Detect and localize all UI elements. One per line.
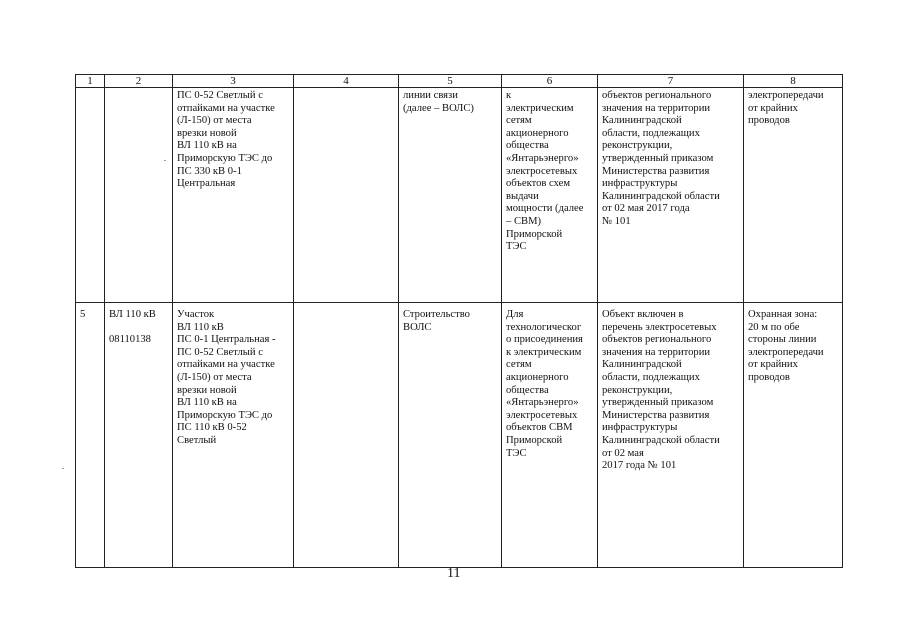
cell-text-line: утвержденный приказом — [602, 397, 714, 409]
cell-text-line: Приморской — [506, 434, 563, 446]
cell-text-line: ВЛ 110 кВ на — [177, 397, 237, 409]
cell-text-line: Министерства развития — [602, 165, 710, 177]
cell-text-line: Охранная зона: — [748, 309, 818, 320]
cell-text-line: 2017 года № 101 — [602, 460, 677, 472]
cell-text-line: о присоединения — [506, 334, 583, 346]
cell-text-line: 5 — [80, 309, 86, 320]
header-cell-8: 8 — [744, 75, 843, 88]
cell-text-line: Строительство — [403, 309, 470, 320]
cell-text-line: Приморской — [506, 228, 563, 240]
cell-text-line: Приморскую ТЭС до — [177, 409, 273, 421]
row1-cell-number — [76, 88, 105, 303]
row2-cell-basis — [598, 303, 744, 568]
row2-cell-purpose — [502, 303, 598, 568]
cell-text-line: ПС 0-52 Светлый с — [177, 346, 263, 358]
row2-cell-number — [76, 303, 105, 568]
cell-text-line: «Янтарьэнерго» — [506, 397, 579, 409]
cell-text-line: Калининградской области — [602, 190, 720, 202]
cell-text-line: Калининградской — [602, 115, 682, 127]
scan-speck — [164, 160, 166, 161]
cell-text-line: значения на территории — [602, 102, 711, 114]
row2-cell-location — [173, 303, 294, 568]
cell-text-line: выдачи — [506, 190, 539, 202]
row1-cell-work-type — [399, 88, 502, 303]
cell-text-line: (Л-150) от места — [177, 371, 252, 383]
header-cell-6: 6 — [502, 75, 598, 88]
cell-text-line: ПС 0-52 Светлый с — [177, 90, 263, 101]
cell-text-line: реконструкции, — [602, 140, 673, 152]
cell-text-line: 20 м по обе — [748, 321, 800, 333]
header-cell-3: 3 — [173, 75, 294, 88]
cell-text-line: акционерного — [506, 371, 569, 383]
line-name: ВЛ 110 кВ — [109, 309, 156, 320]
header-cell-4: 4 — [294, 75, 399, 88]
cell-text-line: мощности (далее — [506, 203, 584, 215]
cell-text-line: линии связи — [403, 90, 458, 101]
cell-text-line: от крайних — [748, 102, 798, 114]
cell-text-line: ПС 330 кВ 0-1 — [177, 165, 242, 177]
cell-text-line: ПС 0-1 Центральная - — [177, 334, 276, 346]
row1-cell-purpose — [502, 88, 598, 303]
cell-text-line: общества — [506, 140, 549, 152]
cell-text-line: ТЭС — [506, 447, 527, 459]
cell-text-line: объектов регионального — [602, 334, 712, 346]
row1-cell-location — [173, 88, 294, 303]
cell-text-line: стороны линии — [748, 334, 817, 346]
table-row — [76, 303, 843, 568]
cell-text-line: ПС 110 кВ 0-52 — [177, 422, 247, 434]
cell-text-line: от 02 мая 2017 года — [602, 203, 690, 215]
page-number: 11 — [447, 566, 461, 581]
cell-text-line: от крайних — [748, 359, 798, 371]
row1-cell-empty — [294, 88, 399, 303]
cell-text-line: ВЛ 110 кВ на — [177, 140, 237, 152]
cell-text-line: электросетевых — [506, 165, 578, 177]
cell-text-line: сетям — [506, 115, 532, 127]
header-cell-5: 5 — [399, 75, 502, 88]
header-cell-1: 1 — [76, 75, 105, 88]
cell-text-line: Центральная — [177, 178, 236, 190]
cell-text-line: Для — [506, 309, 524, 320]
cell-text-line: Калининградской области — [602, 434, 720, 446]
cell-text-line: отпайками на участке — [177, 102, 275, 114]
table-row — [76, 88, 843, 303]
cell-text-line: области, подлежащих — [602, 371, 700, 383]
cell-text-line: Светлый — [177, 434, 217, 446]
cell-text-line: акционерного — [506, 127, 569, 139]
cell-text-line: к электрическим — [506, 346, 582, 358]
cell-text-line: Приморскую ТЭС до — [177, 152, 273, 164]
cell-text-line: значения на территории — [602, 346, 711, 358]
cell-text-line: электропередачи — [748, 346, 824, 358]
header-cell-2: 2 — [105, 75, 173, 88]
cell-text-line: врезки новой — [177, 384, 237, 396]
cell-text-line: Объект включен в — [602, 309, 684, 320]
cell-text-line: Министерства развития — [602, 409, 710, 421]
cell-text-line: объектов схем — [506, 178, 571, 190]
cell-text-line: Калининградской — [602, 359, 682, 371]
cell-text-line: ВЛ 110 кВ — [177, 321, 224, 333]
cell-text-line: области, подлежащих — [602, 127, 700, 139]
cell-text-line: технологическог — [506, 321, 582, 333]
cell-text-line: общества — [506, 384, 549, 396]
cell-text-line: проводов — [748, 115, 790, 127]
cell-text-line: (Л-150) от места — [177, 115, 252, 127]
row2-cell-zone — [744, 303, 843, 568]
row1-cell-basis — [598, 88, 744, 303]
cell-text-line: отпайками на участке — [177, 359, 275, 371]
scan-speck — [62, 468, 64, 469]
cell-text-line: электропередачи — [748, 90, 824, 101]
header-cell-7: 7 — [598, 75, 744, 88]
line-code: 08110138 — [109, 333, 151, 345]
row2-cell-empty — [294, 303, 399, 568]
row1-cell-zone — [744, 88, 843, 303]
cell-text-line: № 101 — [602, 215, 631, 227]
table-header-row — [76, 75, 843, 88]
cell-text-line: электросетевых — [506, 409, 578, 421]
document-table — [75, 74, 843, 568]
cell-text-line: – СВМ) — [506, 215, 542, 227]
cell-text-line: сетям — [506, 359, 532, 371]
cell-text-line: утвержденный приказом — [602, 152, 714, 164]
cell-text-line: врезки новой — [177, 127, 237, 139]
cell-text-line: Участок — [177, 309, 215, 320]
cell-text-line: к — [506, 90, 512, 101]
cell-text-line: (далее – ВОЛС) — [403, 102, 474, 114]
row2-cell-work-type — [399, 303, 502, 568]
cell-text-line: от 02 мая — [602, 447, 644, 459]
cell-text-line: объектов СВМ — [506, 422, 573, 434]
cell-text-line: инфраструктуры — [602, 422, 678, 434]
row2-cell-object — [105, 303, 173, 568]
cell-text-line: перечень электросетевых — [602, 321, 717, 333]
cell-text-line: ТЭС — [506, 241, 527, 253]
cell-text-line: «Янтарьэнерго» — [506, 152, 579, 164]
cell-text-line: инфраструктуры — [602, 178, 678, 190]
row1-cell-object — [105, 88, 173, 303]
cell-text-line: электрическим — [506, 102, 574, 114]
cell-text-line: реконструкции, — [602, 384, 673, 396]
cell-text-line: объектов регионального — [602, 90, 712, 101]
cell-text-line: ВОЛС — [403, 321, 432, 333]
cell-text-line: проводов — [748, 371, 790, 383]
